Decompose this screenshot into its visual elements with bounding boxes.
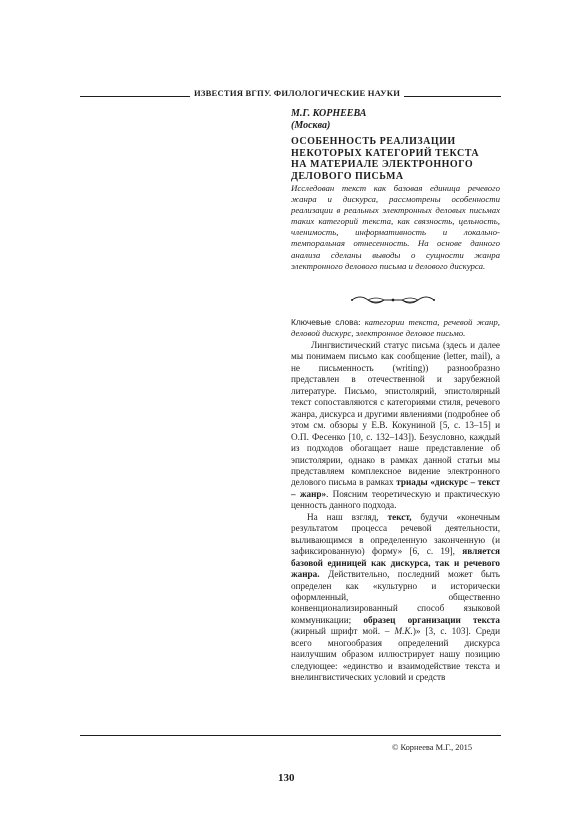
journal-title: ИЗВЕСТИЯ ВГПУ. ФИЛОЛОГИЧЕСКИЕ НАУКИ <box>190 88 404 98</box>
title-line: НЕКОТОРЫХ КАТЕГОРИЙ ТЕКСТА <box>291 147 480 159</box>
title-line: ОСОБЕННОСТЬ РЕАЛИЗАЦИИ <box>291 136 456 147</box>
bold-run: текст, <box>387 511 412 522</box>
text-run: На наш взгляд, <box>307 511 388 522</box>
text-run: (жирный шрифт мой. – <box>291 626 395 637</box>
header-rule-left <box>80 96 192 97</box>
text-run: Действительно, последний может быть определен как «культурно и исторически оформленный, общественно конвенционализированный способ языковой коммуникации; <box>291 569 500 625</box>
text-run: . Поясним теоретическую и практическую ценность данного подхода. <box>291 488 500 511</box>
author-city: (Москва) <box>291 120 331 131</box>
article-title <box>291 136 501 183</box>
copyright: © Корнеева М.Г., 2015 <box>392 743 473 752</box>
title-line: ДЕЛОВОГО ПИСЬМА <box>291 171 404 183</box>
author-block <box>291 108 366 132</box>
author-name: М.Г. КОРНЕЕВА <box>291 108 367 119</box>
paragraph <box>291 340 500 512</box>
text-run: Лингвистический статус письма (здесь и далее мы понимаем письмо как сообщение (letter, mail), а не письменность (writing)) разнообразно представлен в отечественной и зарубежной литературе. Письмо, эпистолярий, эпистолярный текст сопоставляются с категориями стиля, речевого жанра, дискурса и другими явлениями (подробнее об этом см. обзоры у Е.В. Кокуниной [5, с. 13–15] и О.П. Фесенко [10, с. 132–143]). Безусловно, каждый из подходов обогащает наше представление об эпистолярии, однако в рамках данной статьи мы представляем комплексное видение электронного делового письма в рамках <box>291 340 500 488</box>
decorative-flourish-icon <box>348 292 438 308</box>
bold-run: триады «дискурс – текст – жанр» <box>291 477 501 499</box>
bold-run: является базовой единицей как дискурса, так и речевого жанра. <box>291 546 500 580</box>
keywords-separator: : <box>358 317 365 327</box>
keywords-text: категории текста, речевой жанр, деловой дискурс, электронное деловое письмо. <box>291 317 500 339</box>
page-number: 130 <box>278 772 295 784</box>
keywords-label: Ключевые слова <box>291 317 359 327</box>
text-run: )» [3, с. 103]. Среди всего многообразия определений дискурса наилучшим образом иллюстрирует нашу позицию следующее: «единство и взаимодействие текста и внелингвистических условий и средств <box>291 626 500 683</box>
paragraph <box>291 512 500 684</box>
text-run: будучи «конечным результатом процесса речевой деятельности, выливающимся в определенную законченную (и зафиксированную) форму» [6, с. 19], <box>291 511 500 557</box>
keywords <box>291 317 500 339</box>
italic-run: М.К. <box>394 626 413 637</box>
title-line: НА МАТЕРИАЛЕ ЭЛЕКТРОННОГО <box>291 159 474 171</box>
footer-rule <box>80 735 501 736</box>
bold-run: образец организации текста <box>363 614 500 625</box>
body-text <box>291 340 500 684</box>
abstract: Исследован текст как базовая единица речевого жанра и дискурса, рассмотрены особенности реализации в реальных электронных деловых письмах таких категорий текста, как связность, цельность, членимость, информативность и локально-темпоральная отнесенность. На основе данного анализа сделаны выводы о сущности жанра электронного делового письма и делового дискурса. <box>291 183 500 271</box>
